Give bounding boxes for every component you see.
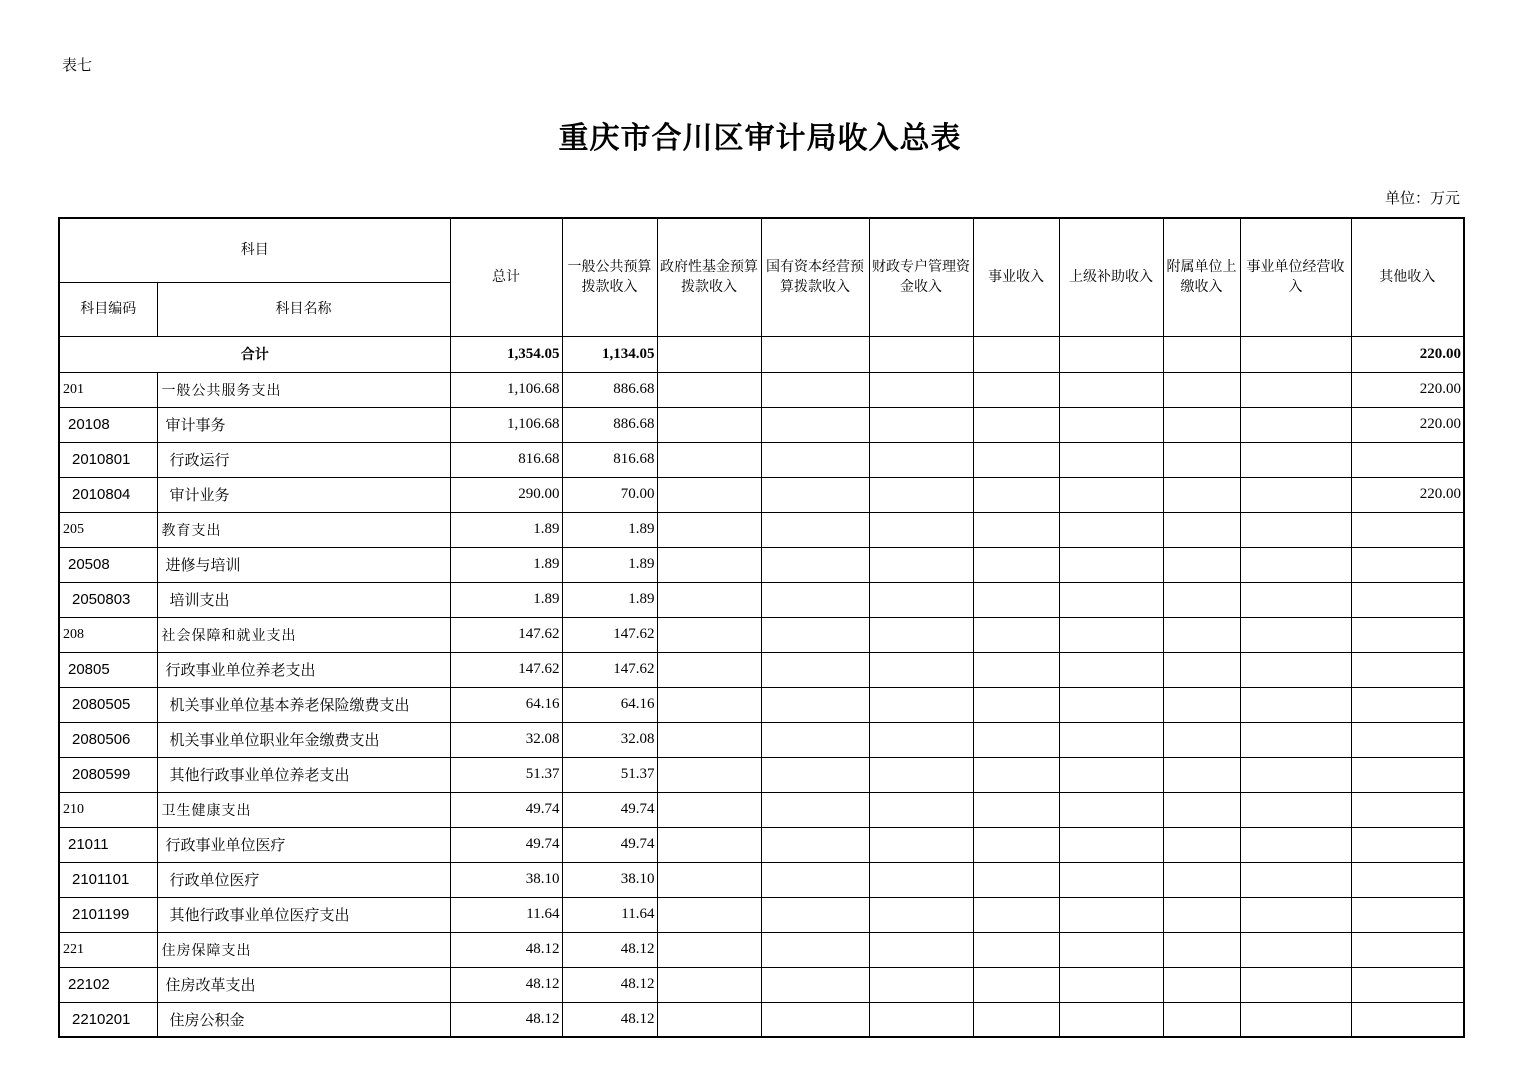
subject-name-cell: 行政事业单位养老支出: [157, 652, 450, 687]
gov-fund-cell: [657, 897, 761, 932]
total-cell: 49.74: [450, 792, 562, 827]
total-operating-income: [1240, 336, 1351, 372]
state-capital-cell: [761, 582, 869, 617]
subject-code-cell: 2080506: [59, 722, 157, 757]
total-affiliated-unit: [1163, 336, 1240, 372]
affiliated-unit-cell: [1163, 967, 1240, 1002]
state-capital-cell: [761, 1002, 869, 1037]
subject-name-cell: 住房保障支出: [157, 932, 450, 967]
subject-code-cell: 20108: [59, 407, 157, 442]
general-public-cell: 886.68: [562, 372, 657, 407]
total-cell: 1.89: [450, 582, 562, 617]
special-account-cell: [869, 547, 973, 582]
superior-subsidy-cell: [1059, 582, 1163, 617]
affiliated-unit-cell: [1163, 792, 1240, 827]
superior-subsidy-cell: [1059, 407, 1163, 442]
operating-income-cell: [1240, 442, 1351, 477]
state-capital-cell: [761, 792, 869, 827]
subject-name-cell: 教育支出: [157, 512, 450, 547]
total-cell: 290.00: [450, 477, 562, 512]
total-label: 合计: [59, 336, 450, 372]
table-row: [59, 967, 1464, 1002]
subject-name-cell: 行政单位医疗: [157, 862, 450, 897]
special-account-cell: [869, 862, 973, 897]
special-account-cell: [869, 722, 973, 757]
superior-subsidy-cell: [1059, 477, 1163, 512]
state-capital-cell: [761, 897, 869, 932]
superior-subsidy-cell: [1059, 372, 1163, 407]
affiliated-unit-cell: [1163, 477, 1240, 512]
general-public-cell: 816.68: [562, 442, 657, 477]
general-public-cell: 70.00: [562, 477, 657, 512]
special-account-cell: [869, 442, 973, 477]
header-other-income: 其他收入: [1351, 218, 1464, 336]
subject-code-cell: 2010801: [59, 442, 157, 477]
state-capital-cell: [761, 442, 869, 477]
other-income-cell: [1351, 652, 1464, 687]
other-income-cell: [1351, 827, 1464, 862]
other-income-cell: 220.00: [1351, 407, 1464, 442]
general-public-cell: 49.74: [562, 792, 657, 827]
superior-subsidy-cell: [1059, 617, 1163, 652]
subject-name-cell: 其他行政事业单位养老支出: [157, 757, 450, 792]
gov-fund-cell: [657, 862, 761, 897]
subject-name-cell: 审计事务: [157, 407, 450, 442]
total-general-public: 1,134.05: [562, 336, 657, 372]
affiliated-unit-cell: [1163, 512, 1240, 547]
operating-income-cell: [1240, 407, 1351, 442]
gov-fund-cell: [657, 617, 761, 652]
operating-income-cell: [1240, 967, 1351, 1002]
header-special-account: 财政专户管理资金收入: [869, 218, 973, 336]
total-cell: 64.16: [450, 687, 562, 722]
special-account-cell: [869, 652, 973, 687]
business-income-cell: [973, 827, 1059, 862]
header-subject-code: 科目编码: [59, 282, 157, 336]
subject-code-cell: 22102: [59, 967, 157, 1002]
total-other-income: 220.00: [1351, 336, 1464, 372]
superior-subsidy-cell: [1059, 722, 1163, 757]
superior-subsidy-cell: [1059, 967, 1163, 1002]
business-income-cell: [973, 407, 1059, 442]
gov-fund-cell: [657, 827, 761, 862]
gov-fund-cell: [657, 582, 761, 617]
business-income-cell: [973, 967, 1059, 1002]
other-income-cell: [1351, 967, 1464, 1002]
header-total: 总计: [450, 218, 562, 336]
operating-income-cell: [1240, 722, 1351, 757]
affiliated-unit-cell: [1163, 827, 1240, 862]
subject-name-cell: 行政运行: [157, 442, 450, 477]
affiliated-unit-cell: [1163, 862, 1240, 897]
special-account-cell: [869, 617, 973, 652]
subject-name-cell: 社会保障和就业支出: [157, 617, 450, 652]
other-income-cell: [1351, 687, 1464, 722]
superior-subsidy-cell: [1059, 862, 1163, 897]
subject-name-cell: 机关事业单位职业年金缴费支出: [157, 722, 450, 757]
table-row: [59, 687, 1464, 722]
total-total: 1,354.05: [450, 336, 562, 372]
subject-name-cell: 审计业务: [157, 477, 450, 512]
superior-subsidy-cell: [1059, 932, 1163, 967]
special-account-cell: [869, 372, 973, 407]
subject-code-cell: 208: [59, 617, 157, 652]
general-public-cell: 48.12: [562, 1002, 657, 1037]
total-cell: 48.12: [450, 1002, 562, 1037]
operating-income-cell: [1240, 1002, 1351, 1037]
business-income-cell: [973, 897, 1059, 932]
special-account-cell: [869, 687, 973, 722]
special-account-cell: [869, 827, 973, 862]
subject-name-cell: 住房改革支出: [157, 967, 450, 1002]
header-subject: 科目: [59, 218, 450, 282]
subject-name-cell: 行政事业单位医疗: [157, 827, 450, 862]
page-title: 重庆市合川区审计局收入总表: [558, 121, 962, 156]
state-capital-cell: [761, 512, 869, 547]
business-income-cell: [973, 722, 1059, 757]
affiliated-unit-cell: [1163, 757, 1240, 792]
general-public-cell: 38.10: [562, 862, 657, 897]
business-income-cell: [973, 477, 1059, 512]
subject-code-cell: 21011: [59, 827, 157, 862]
total-cell: 1,106.68: [450, 372, 562, 407]
affiliated-unit-cell: [1163, 722, 1240, 757]
other-income-cell: [1351, 442, 1464, 477]
gov-fund-cell: [657, 652, 761, 687]
operating-income-cell: [1240, 687, 1351, 722]
gov-fund-cell: [657, 932, 761, 967]
gov-fund-cell: [657, 967, 761, 1002]
affiliated-unit-cell: [1163, 442, 1240, 477]
superior-subsidy-cell: [1059, 792, 1163, 827]
business-income-cell: [973, 512, 1059, 547]
total-gov-fund: [657, 336, 761, 372]
table-row: [59, 442, 1464, 477]
header-affiliated-unit: 附属单位上缴收入: [1163, 218, 1240, 336]
total-special-account: [869, 336, 973, 372]
table-row: [59, 582, 1464, 617]
subject-code-cell: 20805: [59, 652, 157, 687]
subject-name-cell: 机关事业单位基本养老保险缴费支出: [157, 687, 450, 722]
operating-income-cell: [1240, 477, 1351, 512]
affiliated-unit-cell: [1163, 932, 1240, 967]
general-public-cell: 48.12: [562, 967, 657, 1002]
subject-name-cell: 卫生健康支出: [157, 792, 450, 827]
other-income-cell: [1351, 512, 1464, 547]
table-row: [59, 792, 1464, 827]
subject-name-cell: 进修与培训: [157, 547, 450, 582]
general-public-cell: 1.89: [562, 582, 657, 617]
total-superior-subsidy: [1059, 336, 1163, 372]
gov-fund-cell: [657, 792, 761, 827]
subject-code-cell: 2010804: [59, 477, 157, 512]
superior-subsidy-cell: [1059, 897, 1163, 932]
general-public-cell: 11.64: [562, 897, 657, 932]
table-row: [59, 372, 1464, 407]
business-income-cell: [973, 862, 1059, 897]
superior-subsidy-cell: [1059, 442, 1163, 477]
header-business-income: 事业收入: [973, 218, 1059, 336]
operating-income-cell: [1240, 932, 1351, 967]
table-row: [59, 617, 1464, 652]
total-row: [59, 336, 1464, 372]
general-public-cell: 49.74: [562, 827, 657, 862]
gov-fund-cell: [657, 477, 761, 512]
general-public-cell: 32.08: [562, 722, 657, 757]
gov-fund-cell: [657, 512, 761, 547]
business-income-cell: [973, 582, 1059, 617]
special-account-cell: [869, 932, 973, 967]
gov-fund-cell: [657, 1002, 761, 1037]
state-capital-cell: [761, 687, 869, 722]
subject-code-cell: 210: [59, 792, 157, 827]
header-subject-name: 科目名称: [157, 282, 450, 336]
special-account-cell: [869, 792, 973, 827]
general-public-cell: 886.68: [562, 407, 657, 442]
operating-income-cell: [1240, 652, 1351, 687]
total-cell: 49.74: [450, 827, 562, 862]
total-cell: 1.89: [450, 512, 562, 547]
state-capital-cell: [761, 862, 869, 897]
state-capital-cell: [761, 932, 869, 967]
business-income-cell: [973, 1002, 1059, 1037]
subject-name-cell: 住房公积金: [157, 1002, 450, 1037]
other-income-cell: 220.00: [1351, 477, 1464, 512]
other-income-cell: [1351, 862, 1464, 897]
other-income-cell: [1351, 547, 1464, 582]
superior-subsidy-cell: [1059, 547, 1163, 582]
superior-subsidy-cell: [1059, 512, 1163, 547]
header-superior-subsidy: 上级补助收入: [1059, 218, 1163, 336]
affiliated-unit-cell: [1163, 547, 1240, 582]
table-row: [59, 477, 1464, 512]
subject-code-cell: 2101101: [59, 862, 157, 897]
superior-subsidy-cell: [1059, 757, 1163, 792]
operating-income-cell: [1240, 582, 1351, 617]
other-income-cell: [1351, 1002, 1464, 1037]
total-cell: 1.89: [450, 547, 562, 582]
operating-income-cell: [1240, 512, 1351, 547]
state-capital-cell: [761, 757, 869, 792]
header-general-public: 一般公共预算拨款收入: [562, 218, 657, 336]
operating-income-cell: [1240, 862, 1351, 897]
operating-income-cell: [1240, 617, 1351, 652]
special-account-cell: [869, 1002, 973, 1037]
total-cell: 11.64: [450, 897, 562, 932]
state-capital-cell: [761, 967, 869, 1002]
table-number: 表七: [62, 56, 93, 74]
business-income-cell: [973, 932, 1059, 967]
gov-fund-cell: [657, 757, 761, 792]
general-public-cell: 1.89: [562, 547, 657, 582]
superior-subsidy-cell: [1059, 687, 1163, 722]
other-income-cell: [1351, 897, 1464, 932]
affiliated-unit-cell: [1163, 1002, 1240, 1037]
total-cell: 816.68: [450, 442, 562, 477]
gov-fund-cell: [657, 547, 761, 582]
table-row: [59, 827, 1464, 862]
business-income-cell: [973, 687, 1059, 722]
subject-name-cell: 培训支出: [157, 582, 450, 617]
gov-fund-cell: [657, 407, 761, 442]
other-income-cell: [1351, 792, 1464, 827]
subject-code-cell: 2210201: [59, 1002, 157, 1037]
operating-income-cell: [1240, 372, 1351, 407]
general-public-cell: 147.62: [562, 652, 657, 687]
total-cell: 1,106.68: [450, 407, 562, 442]
special-account-cell: [869, 512, 973, 547]
total-cell: 38.10: [450, 862, 562, 897]
total-cell: 48.12: [450, 967, 562, 1002]
unit-label: 单位：万元: [1384, 189, 1460, 207]
gov-fund-cell: [657, 687, 761, 722]
business-income-cell: [973, 442, 1059, 477]
other-income-cell: [1351, 617, 1464, 652]
special-account-cell: [869, 757, 973, 792]
operating-income-cell: [1240, 897, 1351, 932]
table-row: [59, 512, 1464, 547]
affiliated-unit-cell: [1163, 407, 1240, 442]
special-account-cell: [869, 477, 973, 512]
general-public-cell: 51.37: [562, 757, 657, 792]
subject-code-cell: 20508: [59, 547, 157, 582]
header-gov-fund: 政府性基金预算拨款收入: [657, 218, 761, 336]
general-public-cell: 147.62: [562, 617, 657, 652]
special-account-cell: [869, 582, 973, 617]
table-row: [59, 407, 1464, 442]
other-income-cell: [1351, 722, 1464, 757]
operating-income-cell: [1240, 827, 1351, 862]
gov-fund-cell: [657, 722, 761, 757]
other-income-cell: [1351, 757, 1464, 792]
affiliated-unit-cell: [1163, 687, 1240, 722]
general-public-cell: 48.12: [562, 932, 657, 967]
total-cell: 147.62: [450, 652, 562, 687]
total-cell: 147.62: [450, 617, 562, 652]
total-cell: 48.12: [450, 932, 562, 967]
subject-name-cell: 一般公共服务支出: [157, 372, 450, 407]
subject-code-cell: 205: [59, 512, 157, 547]
other-income-cell: [1351, 582, 1464, 617]
table-row: [59, 932, 1464, 967]
special-account-cell: [869, 897, 973, 932]
business-income-cell: [973, 757, 1059, 792]
table-row: [59, 757, 1464, 792]
state-capital-cell: [761, 407, 869, 442]
affiliated-unit-cell: [1163, 582, 1240, 617]
special-account-cell: [869, 407, 973, 442]
table-row: [59, 652, 1464, 687]
general-public-cell: 64.16: [562, 687, 657, 722]
superior-subsidy-cell: [1059, 827, 1163, 862]
business-income-cell: [973, 792, 1059, 827]
state-capital-cell: [761, 372, 869, 407]
operating-income-cell: [1240, 757, 1351, 792]
operating-income-cell: [1240, 547, 1351, 582]
superior-subsidy-cell: [1059, 1002, 1163, 1037]
subject-code-cell: 221: [59, 932, 157, 967]
business-income-cell: [973, 652, 1059, 687]
table-row: [59, 722, 1464, 757]
gov-fund-cell: [657, 372, 761, 407]
operating-income-cell: [1240, 792, 1351, 827]
state-capital-cell: [761, 617, 869, 652]
total-cell: 32.08: [450, 722, 562, 757]
header-state-capital: 国有资本经营预算拨款收入: [761, 218, 869, 336]
income-summary-table: [58, 217, 1465, 1038]
table-row: [59, 1002, 1464, 1037]
business-income-cell: [973, 372, 1059, 407]
state-capital-cell: [761, 827, 869, 862]
subject-code-cell: 2080505: [59, 687, 157, 722]
superior-subsidy-cell: [1059, 652, 1163, 687]
other-income-cell: 220.00: [1351, 372, 1464, 407]
other-income-cell: [1351, 932, 1464, 967]
affiliated-unit-cell: [1163, 652, 1240, 687]
total-cell: 51.37: [450, 757, 562, 792]
state-capital-cell: [761, 722, 869, 757]
affiliated-unit-cell: [1163, 372, 1240, 407]
subject-code-cell: 2101199: [59, 897, 157, 932]
total-business-income: [973, 336, 1059, 372]
subject-code-cell: 2080599: [59, 757, 157, 792]
table-row: [59, 897, 1464, 932]
business-income-cell: [973, 547, 1059, 582]
business-income-cell: [973, 617, 1059, 652]
general-public-cell: 1.89: [562, 512, 657, 547]
subject-code-cell: 2050803: [59, 582, 157, 617]
total-state-capital: [761, 336, 869, 372]
state-capital-cell: [761, 477, 869, 512]
state-capital-cell: [761, 547, 869, 582]
special-account-cell: [869, 967, 973, 1002]
gov-fund-cell: [657, 442, 761, 477]
table-row: [59, 547, 1464, 582]
affiliated-unit-cell: [1163, 617, 1240, 652]
affiliated-unit-cell: [1163, 897, 1240, 932]
subject-name-cell: 其他行政事业单位医疗支出: [157, 897, 450, 932]
state-capital-cell: [761, 652, 869, 687]
subject-code-cell: 201: [59, 372, 157, 407]
header-operating-income: 事业单位经营收入: [1240, 218, 1351, 336]
table-row: [59, 862, 1464, 897]
